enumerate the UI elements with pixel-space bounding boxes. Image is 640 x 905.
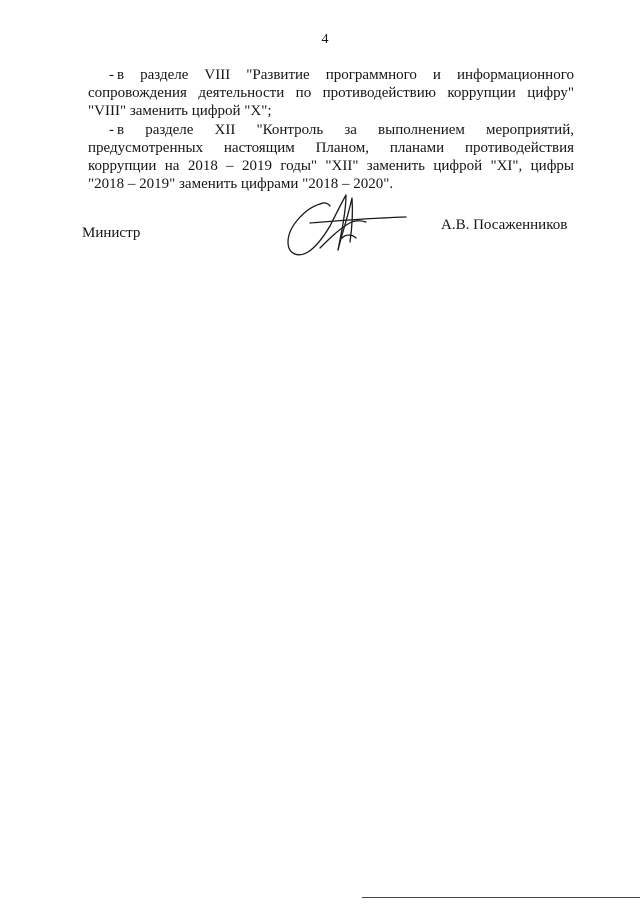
paragraph-line: "2018 – 2019" заменить цифрами "2018 – 2020". xyxy=(88,176,394,193)
signature-stroke xyxy=(342,235,356,238)
paragraph-line: коррупции на 2018 – 2019 годы" "XII" заменить цифрой "XI", цифры xyxy=(88,157,574,174)
signatory-name: А.В. Посаженников xyxy=(441,217,568,233)
paragraph-section-viii xyxy=(88,66,574,121)
paragraph-line: - в разделе VIII "Развитие программного и информационного xyxy=(109,67,574,83)
page-number: 4 xyxy=(321,32,329,47)
paragraph-line: сопровождения деятельности по противодействию коррупции цифру" xyxy=(88,85,574,102)
signature-stroke xyxy=(320,203,330,206)
paragraph-line: предусмотренных настоящим Планом, планами противодействия xyxy=(88,139,574,156)
scan-edge-line xyxy=(362,897,640,898)
signatory-position: Министр xyxy=(82,225,141,241)
handwritten-signature xyxy=(280,190,415,265)
paragraph-line: "VIII" заменить цифрой "X"; xyxy=(88,103,272,120)
signature-stroke xyxy=(310,217,406,223)
document-body xyxy=(88,66,574,193)
signature-stroke xyxy=(330,195,346,250)
paragraph-section-xii xyxy=(88,121,574,194)
paragraph-line: - в разделе XII "Контроль за выполнением мероприятий, xyxy=(109,121,574,138)
signature-stroke xyxy=(288,204,330,255)
